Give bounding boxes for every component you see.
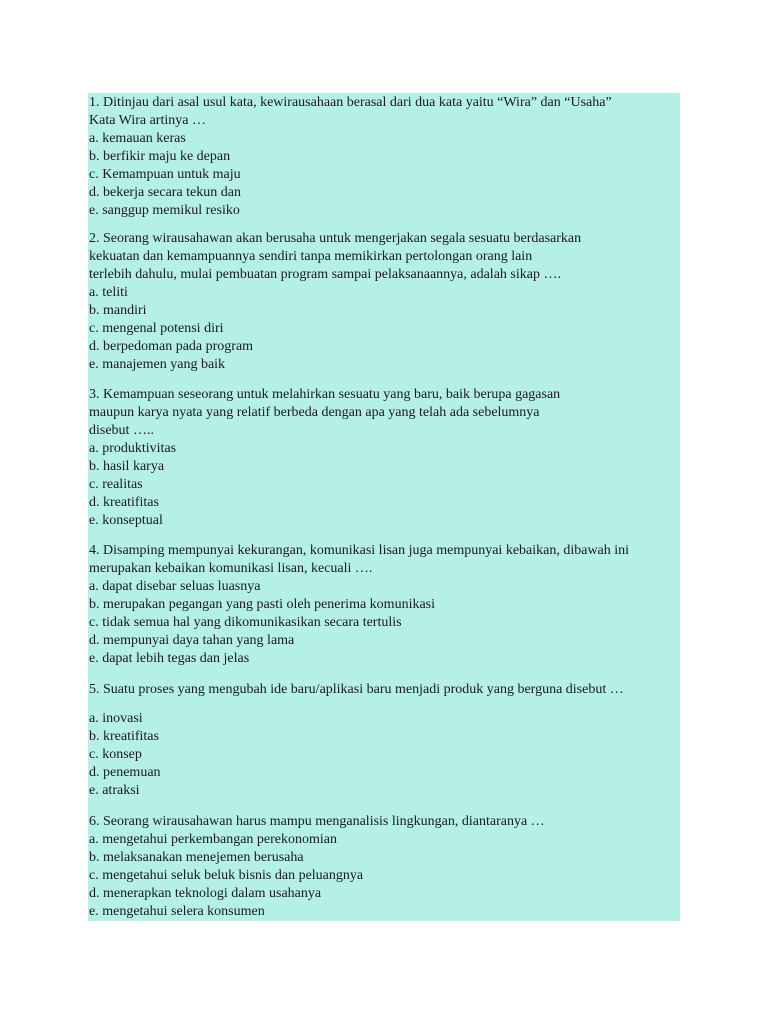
question-6-stem-line: 6. Seorang wirausahawan harus mampu menganalisis lingkungan, diantaranya … <box>89 814 545 829</box>
question-1-option-b: b. berfikir maju ke depan <box>89 149 231 164</box>
question-2-option-a: a. teliti <box>89 285 128 300</box>
question-4-option-d: d. mempunyai daya tahan yang lama <box>89 633 295 648</box>
question-5-option-e: e. atraksi <box>89 783 140 798</box>
question-2-stem-line: kekuatan dan kemampuannya sendiri tanpa memikirkan pertolongan orang lain <box>89 249 533 264</box>
question-3-option-e: e. konseptual <box>89 513 163 528</box>
question-6-option-b: b. melaksanakan menejemen berusaha <box>89 850 304 865</box>
question-5 <box>89 681 689 800</box>
question-2-option-c: c. mengenal potensi diri <box>89 321 224 336</box>
question-1-option-d: d. bekerja secara tekun dan <box>89 185 241 200</box>
question-1-stem-line: Kata Wira artinya … <box>89 113 206 128</box>
question-1-stem-line: 1. Ditinjau dari asal usul kata, kewirausahaan berasal dari dua kata yaitu “Wira” dan “Usaha” <box>89 95 612 110</box>
question-5-stem-line: 5. Suatu proses yang mengubah ide baru/aplikasi baru menjadi produk yang berguna disebut … <box>89 682 624 697</box>
question-5-option-d: d. penemuan <box>89 765 161 780</box>
question-2-stem-line: 2. Seorang wirausahawan akan berusaha untuk mengerjakan segala sesuatu berdasarkan <box>89 231 582 246</box>
question-4-stem-line: 4. Disamping mempunyai kekurangan, komunikasi lisan juga mempunyai kebaikan, dibawah ini <box>89 543 630 558</box>
question-2 <box>89 230 689 374</box>
question-5-option-a: a. inovasi <box>89 711 143 726</box>
question-4-option-e: e. dapat lebih tegas dan jelas <box>89 651 250 666</box>
question-1-option-e: e. sanggup memikul resiko <box>89 203 240 218</box>
question-6-option-d: d. menerapkan teknologi dalam usahanya <box>89 886 322 901</box>
question-6-option-e: e. mengetahui selera konsumen <box>89 904 265 919</box>
question-2-option-b: b. mandiri <box>89 303 147 318</box>
question-4-stem-line: merupakan kebaikan komunikasi lisan, kecuali …. <box>89 561 373 576</box>
question-3-option-c: c. realitas <box>89 477 143 492</box>
question-3 <box>89 386 689 530</box>
question-5-option-c: c. konsep <box>89 747 142 762</box>
question-3-option-d: d. kreatifitas <box>89 495 159 510</box>
question-3-option-a: a. produktivitas <box>89 441 177 456</box>
question-3-stem-line: 3. Kemampuan seseorang untuk melahirkan sesuatu yang baru, baik berupa gagasan <box>89 387 561 402</box>
question-3-stem-line: disebut ….. <box>89 423 154 438</box>
question-4-option-b: b. merupakan pegangan yang pasti oleh penerima komunikasi <box>89 597 436 612</box>
question-1-option-c: c. Kemampuan untuk maju <box>89 167 241 182</box>
question-4 <box>89 542 689 668</box>
question-6-option-a: a. mengetahui perkembangan perekonomian <box>89 832 338 847</box>
question-2-option-d: d. berpedoman pada program <box>89 339 254 354</box>
question-3-stem-line: maupun karya nyata yang relatif berbeda dengan apa yang telah ada sebelumnya <box>89 405 540 420</box>
question-6-option-c: c. mengetahui seluk beluk bisnis dan peluangnya <box>89 868 364 883</box>
question-2-option-e: e. manajemen yang baik <box>89 357 226 372</box>
question-1 <box>89 94 689 220</box>
question-5-option-b: b. kreatifitas <box>89 729 159 744</box>
question-4-option-c: c. tidak semua hal yang dikomunikasikan secara tertulis <box>89 615 402 630</box>
question-2-stem-line: terlebih dahulu, mulai pembuatan program sampai pelaksanaannya, adalah sikap …. <box>89 267 561 282</box>
question-3-option-b: b. hasil karya <box>89 459 165 474</box>
question-4-option-a: a. dapat disebar seluas luasnya <box>89 579 261 594</box>
question-6 <box>89 813 689 921</box>
question-1-option-a: a. kemauan keras <box>89 131 186 146</box>
